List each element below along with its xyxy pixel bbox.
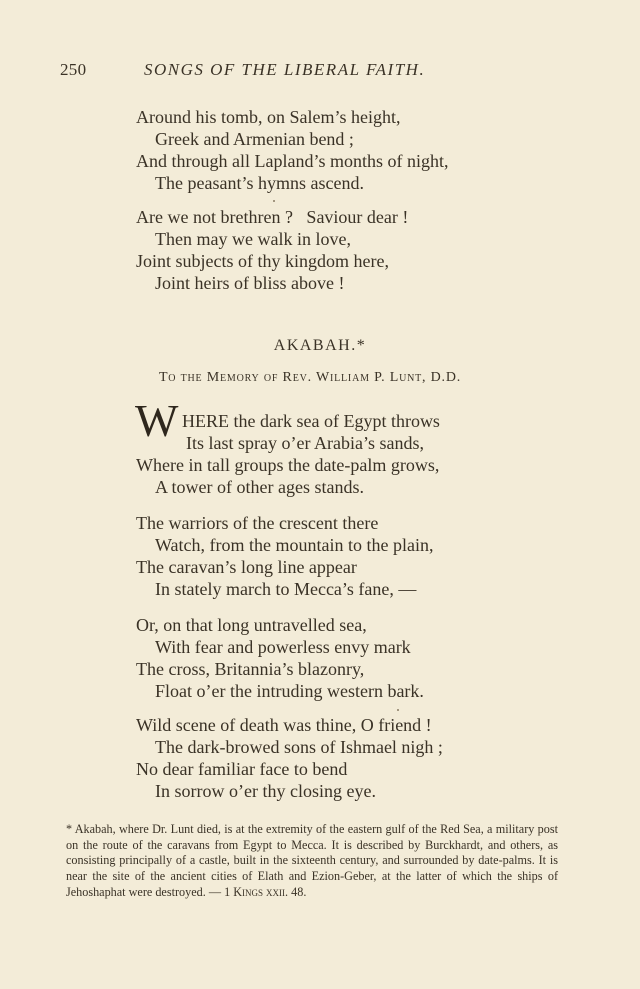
footnote-text: * Akabah, where Dr. Lunt died, is at the extremity of the eastern gulf of the Red Sea, a military post on the route of the caravans from Egypt to Mecca. It is described by Burckhardt, and others, as consisting principally of a castle, built in the sixteenth century, and surrounded by date-palms. It is near the site of the ancient cities of Elath and Ezion-Geber, at the latter of which the ships of Jehoshaphat were destroyed. — <box>66 822 558 899</box>
drop-cap: W <box>135 395 179 446</box>
verse-line: The warriors of the crescent there <box>136 513 379 533</box>
poem-stanza-1 <box>136 410 440 498</box>
verse-line: Are we not brethren ? Saviour dear ! <box>136 207 409 227</box>
verse-line: Joint subjects of thy kingdom here, <box>136 251 389 271</box>
verse-line: The peasant’s hymns ascend. <box>155 173 364 193</box>
verse-line: Wild scene of death was thine, O friend ! <box>136 715 432 735</box>
verse-line: Joint heirs of bliss above ! <box>155 273 345 293</box>
verse-line: The cross, Britannia’s blazonry, <box>136 659 365 679</box>
verse-line: HERE the dark sea of Egypt throws <box>182 411 440 431</box>
poem-title: AKABAH.* <box>273 337 367 354</box>
verse-line: Where in tall groups the date-palm grows, <box>136 455 440 475</box>
prev-poem-stanza-2 <box>136 206 408 294</box>
poem-stanza-4 <box>136 714 443 802</box>
running-title: SONGS OF THE LIBERAL FAITH. <box>144 60 426 79</box>
verse-line: The dark-browed sons of Ishmael nigh ; <box>155 737 443 757</box>
paper-speck <box>273 200 275 202</box>
verse-line: Greek and Armenian bend ; <box>155 129 354 149</box>
prev-poem-stanza-1 <box>136 106 448 194</box>
verse-line: Float o’er the intruding western bark. <box>155 681 424 701</box>
verse-line: In stately march to Mecca’s fane, — <box>155 579 417 599</box>
poem-stanza-2 <box>136 512 433 600</box>
page-number: 250 <box>60 60 87 79</box>
verse-line: No dear familiar face to bend <box>136 759 348 779</box>
verse-line: With fear and powerless envy mark <box>155 637 411 657</box>
verse-line: Around his tomb, on Salem’s height, <box>136 107 401 127</box>
verse-line: Or, on that long untravelled sea, <box>136 615 367 635</box>
paper-speck <box>397 709 399 711</box>
footnote <box>66 822 558 901</box>
verse-line: The caravan’s long line appear <box>136 557 357 577</box>
poem-dedication: To the Memory of Rev. William P. Lunt, D.D. <box>158 370 462 385</box>
verse-line: Watch, from the mountain to the plain, <box>155 535 434 555</box>
verse-line: In sorrow o’er thy closing eye. <box>155 781 376 801</box>
verse-line: Its last spray o’er Arabia’s sands, <box>186 433 424 453</box>
verse-line: Then may we walk in love, <box>155 229 351 249</box>
verse-line: And through all Lapland’s months of night, <box>136 151 449 171</box>
verse-line: A tower of other ages stands. <box>155 477 364 497</box>
footnote-citation: 1 Kings xxii. 48. <box>224 884 307 899</box>
poem-stanza-3 <box>136 614 424 702</box>
